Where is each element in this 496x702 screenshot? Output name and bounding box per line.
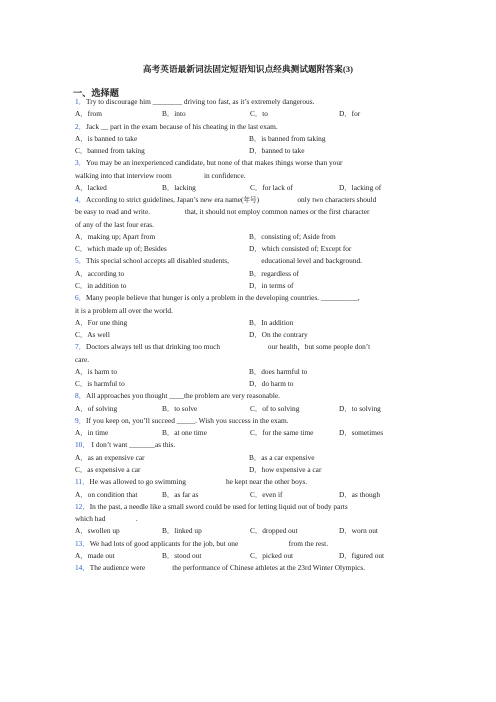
question-stem-line	[75, 513, 429, 525]
stem-text: that, it should not employ common names or the first character	[183, 207, 370, 217]
question-stem-line	[75, 341, 429, 353]
answer-blank: ____	[169, 391, 184, 401]
options-row	[75, 452, 429, 464]
answer-blank: _______	[129, 440, 155, 450]
stem-text: the problem are very reasonable.	[183, 391, 280, 401]
answer-option: A．made out	[75, 550, 115, 560]
stem-text: in confidence.	[202, 170, 246, 180]
question-number: 12．	[75, 501, 90, 511]
question-stem-line	[75, 255, 429, 267]
answer-option: A．according to	[75, 268, 125, 278]
answer-option: A．from	[75, 109, 102, 119]
stem-text: the performance of Chinese athletes at the 23rd Winter Olympics.	[170, 563, 366, 573]
question-stem-line	[75, 305, 429, 317]
question-number: 1．	[75, 97, 87, 106]
answer-option: B．into	[162, 109, 186, 119]
stem-text: from the rest.	[286, 538, 329, 548]
answer-option: B．lacking	[162, 182, 196, 192]
question-number: 3．	[75, 158, 87, 168]
question-stem-line	[75, 194, 429, 206]
answer-option: D．do harm to	[249, 379, 294, 389]
answer-option: D．On the contrary	[249, 330, 308, 340]
options-row	[75, 550, 429, 562]
stem-text: If you keep on, you’ll succeed	[86, 415, 177, 425]
stem-text: of any of the last four eras.	[75, 219, 154, 229]
answer-option: C．for lack of	[250, 182, 293, 192]
answer-option: D．for	[339, 109, 361, 119]
question-number: 9．	[75, 415, 87, 425]
stem-text: Doctors always tell us that drinking too much	[86, 342, 222, 352]
answer-option: C．dropped out	[250, 526, 298, 536]
options-row	[75, 525, 429, 537]
stem-text: he kept near the other boys.	[224, 477, 308, 487]
question-number: 8．	[75, 391, 87, 401]
answer-blank: __________	[320, 293, 358, 303]
options-row	[75, 464, 429, 476]
answer-blank: ________	[152, 97, 183, 106]
answer-option: B．In addition	[249, 317, 294, 327]
answer-option: A．For one thing	[75, 317, 128, 327]
section-heading: 一、选择题	[73, 88, 119, 98]
answer-option: B．as far as	[162, 489, 199, 499]
options-row	[75, 145, 429, 157]
options-row	[75, 378, 429, 390]
answer-option: A．on condition that	[75, 489, 138, 499]
stem-text: driving too fast, as it’s extremely dangerous.	[182, 97, 315, 106]
stem-text: Try to discourage him	[86, 97, 153, 106]
answer-option: C．picked out	[250, 550, 294, 560]
options-row	[75, 317, 429, 329]
stem-text: part in the exam because of his cheating in the last exam.	[108, 121, 278, 131]
stem-text: You may be an inexperienced candidate, but none of that makes things worse than your	[86, 158, 343, 168]
answer-option: C．even if	[250, 489, 283, 499]
answer-option: C．as expensive a car	[75, 464, 141, 474]
question-stem-line	[75, 415, 429, 427]
question-number: 4．	[75, 195, 87, 205]
options-row	[75, 133, 429, 145]
question-number: 5．	[75, 256, 87, 266]
options-row	[75, 231, 429, 243]
answer-option: B．as a car expensive	[249, 452, 315, 462]
answer-option: D．sometimes	[339, 428, 384, 438]
answer-option: D．as though	[339, 489, 381, 499]
answer-option: C．of to solving	[250, 403, 300, 413]
stem-text: )	[256, 195, 260, 205]
answer-option: A．as an expensive car	[75, 452, 145, 462]
question-stem-line	[75, 96, 429, 108]
question-stem-line	[75, 538, 429, 550]
stem-text: only two characters should	[295, 195, 377, 205]
answer-option: B．is banned from taking	[249, 133, 326, 143]
answer-option: A．of solving	[75, 403, 118, 413]
stem-text: We had lots of good applicants for the job, but one	[89, 538, 241, 548]
question-stem-line	[75, 292, 429, 304]
answer-option: D．worn out	[339, 526, 378, 536]
options-row	[75, 427, 429, 439]
question-stem-line	[75, 390, 429, 402]
stem-text: our health，but some people don’t	[266, 342, 371, 352]
question-stem-line	[75, 439, 429, 451]
options-row	[75, 366, 429, 378]
question-stem-line	[75, 206, 429, 218]
answer-blank: _____	[176, 415, 196, 425]
answer-option: C．to	[250, 109, 268, 119]
stem-text: The audience were	[89, 563, 147, 573]
options-row	[75, 329, 429, 341]
options-row	[75, 280, 429, 292]
question-list	[75, 96, 429, 574]
stem-text: I don’t want	[89, 440, 130, 450]
question-stem-line	[75, 121, 429, 133]
question-number: 6．	[75, 293, 87, 303]
question-number: 14．	[75, 563, 90, 573]
question-stem-line	[75, 476, 429, 488]
answer-option: B．to solve	[162, 403, 198, 413]
answer-blank: __	[100, 121, 109, 131]
answer-option: C．As well	[75, 330, 110, 340]
stem-text: care.	[75, 354, 90, 364]
options-row	[75, 182, 429, 194]
stem-text: ,	[357, 293, 360, 303]
answer-option: B．linked up	[162, 526, 202, 536]
stem-text: He was allowed to go swimming	[89, 477, 188, 487]
answer-option: A．in time	[75, 428, 109, 438]
answer-option: C．is harmful to	[75, 379, 125, 389]
stem-text: which had	[75, 514, 108, 524]
answer-option: A．making up; Apart from	[75, 231, 156, 241]
question-number: 10．	[75, 440, 90, 450]
question-stem-line	[75, 562, 429, 574]
answer-option: C．for the same time	[250, 428, 314, 438]
answer-option: D．which consisted of; Except for	[249, 244, 352, 254]
question-stem-line	[75, 170, 429, 182]
question-stem-line	[75, 219, 429, 231]
stem-text: be easy to read and write.	[75, 207, 152, 217]
answer-option: C．banned from taking	[75, 146, 145, 156]
stem-text-cjk: 年号	[243, 196, 257, 205]
stem-text: Many people believe that hunger is only a problem in the developing countries.	[86, 293, 321, 303]
options-row	[75, 243, 429, 255]
stem-text: .	[135, 514, 138, 524]
question-stem-line	[75, 501, 429, 513]
answer-option: B．stood out	[162, 550, 202, 560]
question-stem-line	[75, 157, 429, 169]
answer-option: D．how expensive a car	[249, 464, 322, 474]
answer-option: D．figured out	[339, 550, 385, 560]
stem-text: it is a problem all over the world.	[75, 305, 173, 315]
stem-text: In the past, a needle like a small sword could be used for letting liquid out of body parts	[89, 501, 348, 511]
answer-option: D．banned to take	[249, 146, 305, 156]
stem-text: educational level and background.	[259, 256, 363, 266]
answer-option: A．swollen up	[75, 526, 120, 536]
answer-option: D．lacking of	[339, 182, 382, 192]
answer-option: A．is harm to	[75, 366, 118, 376]
answer-option: B．does harmful to	[249, 366, 308, 376]
answer-option: D．to solving	[339, 403, 381, 413]
question-number: 7．	[75, 342, 87, 352]
page-title: 高考英语最新词法固定短语知识点经典测试题附答案(3)	[142, 64, 354, 74]
stem-text: Jack	[86, 121, 101, 131]
stem-text: According to strict guidelines, Japan’s new era name(	[86, 195, 244, 205]
options-row	[75, 489, 429, 501]
answer-option: B．regardless of	[249, 268, 299, 278]
options-row	[75, 403, 429, 415]
stem-text: All approaches you thought	[86, 391, 170, 401]
answer-option: B．consisting of; Aside from	[249, 231, 336, 241]
answer-option: C．in addition to	[75, 280, 127, 290]
answer-option: B．at one time	[162, 428, 207, 438]
options-row	[75, 268, 429, 280]
question-number: 11．	[75, 477, 90, 487]
answer-option: A．lacked	[75, 182, 107, 192]
question-stem-line	[75, 354, 429, 366]
stem-text: as this.	[154, 440, 176, 450]
options-row	[75, 108, 429, 120]
question-number: 13．	[75, 538, 90, 548]
answer-option: C．which made up of; Besides	[75, 244, 167, 254]
stem-text: . Wish you success in the exam.	[195, 415, 289, 425]
question-number: 2．	[75, 121, 87, 131]
answer-option: A．is banned to take	[75, 133, 138, 143]
answer-option: D．in terms of	[249, 280, 294, 290]
stem-text: walking into that interview room	[75, 170, 174, 180]
stem-text: This special school accepts all disabled students,	[86, 256, 231, 266]
